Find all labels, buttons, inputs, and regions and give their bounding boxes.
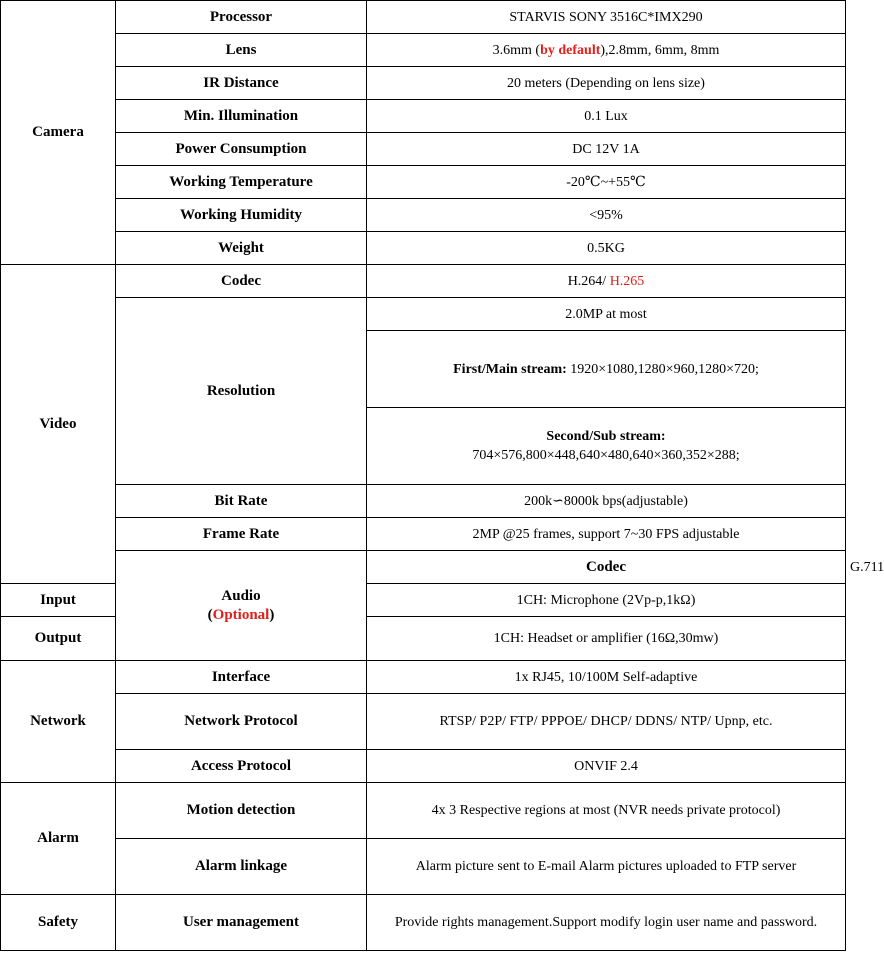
section-network: Network — [1, 661, 116, 783]
spec-row — [1, 166, 846, 199]
spec-value: 1CH: Headset or amplifier (16Ω,30mw) — [367, 617, 846, 661]
spec-value — [367, 331, 846, 408]
lens-default-highlight: by default — [540, 42, 601, 58]
optional-open-paren: ( — [207, 606, 213, 623]
spec-value: DC 12V 1A — [367, 133, 846, 166]
spec-value: STARVIS SONY 3516C*IMX290 — [367, 1, 846, 34]
spec-row — [1, 485, 846, 518]
section-safety: Safety — [1, 895, 116, 951]
spec-value — [367, 265, 846, 298]
section-alarm: Alarm — [1, 783, 116, 895]
spec-key: Output — [1, 617, 116, 661]
spec-value: 1CH: Microphone (2Vp-p,1kΩ) — [367, 584, 846, 617]
main-stream-value: 1920×1080,1280×960,1280×720; — [566, 361, 759, 377]
spec-value: Provide rights management.Support modify login user name and password. — [367, 895, 846, 951]
spec-row — [1, 694, 846, 750]
sub-stream-label: Second/Sub stream: — [546, 429, 666, 444]
spec-value: 20 meters (Depending on lens size) — [367, 67, 846, 100]
spec-row — [1, 199, 846, 232]
spec-key: Weight — [116, 232, 367, 265]
spec-key: Codec — [116, 265, 367, 298]
spec-value: 1x RJ45, 10/100M Self-adaptive — [367, 661, 846, 694]
spec-row — [1, 265, 846, 298]
spec-value — [367, 408, 846, 485]
spec-key: Processor — [116, 1, 367, 34]
lens-value-prefix: 3.6mm ( — [492, 42, 541, 58]
spec-row — [1, 895, 846, 951]
spec-value: 2MP @25 frames, support 7~30 FPS adjustable — [367, 518, 846, 551]
spec-value: 2.0MP at most — [367, 298, 846, 331]
spec-row — [1, 839, 846, 895]
optional-highlight: Optional — [212, 606, 270, 623]
spec-value: <95% — [367, 199, 846, 232]
spec-key: Min. Illumination — [116, 100, 367, 133]
spec-key: Access Protocol — [116, 750, 367, 783]
section-video: Video — [1, 265, 116, 584]
spec-value: 0.5KG — [367, 232, 846, 265]
spec-key: Lens — [116, 34, 367, 67]
spec-key: Codec — [367, 551, 846, 584]
spec-row — [1, 750, 846, 783]
spec-key: Frame Rate — [116, 518, 367, 551]
spec-row — [1, 34, 846, 67]
spec-key: Interface — [116, 661, 367, 694]
spec-row — [1, 661, 846, 694]
spec-value: 0.1 Lux — [367, 100, 846, 133]
main-stream-label: First/Main stream: — [453, 361, 567, 377]
sub-stream-value: 704×576,800×448,640×480,640×360,352×288; — [472, 448, 740, 463]
spec-row — [1, 232, 846, 265]
codec-h265-highlight: H.265 — [609, 273, 645, 289]
spec-key: Input — [1, 584, 116, 617]
spec-row — [1, 67, 846, 100]
codec-h264: H.264/ — [567, 273, 610, 289]
spec-value: Alarm picture sent to E-mail Alarm pictures uploaded to FTP server — [367, 839, 846, 895]
section-camera: Camera — [1, 1, 116, 265]
spec-row — [1, 133, 846, 166]
spec-row — [1, 100, 846, 133]
spec-key: Working Humidity — [116, 199, 367, 232]
audio-label: Audio — [221, 587, 261, 604]
spec-row: Audio (Optional) Codec G.711 — [1, 551, 846, 584]
spec-value: RTSP/ P2P/ FTP/ PPPOE/ DHCP/ DDNS/ NTP/ Upnp, etc. — [367, 694, 846, 750]
lens-value-suffix: ),2.8mm, 6mm, 8mm — [600, 42, 720, 58]
spec-row — [1, 783, 846, 839]
spec-key: Alarm linkage — [116, 839, 367, 895]
spec-key: Resolution — [116, 298, 367, 485]
spec-value: 200k∽8000k bps(adjustable) — [367, 485, 846, 518]
spec-key: Working Temperature — [116, 166, 367, 199]
optional-close-paren: ) — [269, 606, 275, 623]
spec-key: IR Distance — [116, 67, 367, 100]
spec-key: User management — [116, 895, 367, 951]
spec-value: ONVIF 2.4 — [367, 750, 846, 783]
section-audio — [116, 551, 367, 661]
spec-value: -20℃~+55℃ — [367, 166, 846, 199]
spec-key: Bit Rate — [116, 485, 367, 518]
spec-key: Network Protocol — [116, 694, 367, 750]
spec-value: 4x 3 Respective regions at most (NVR needs private protocol) — [367, 783, 846, 839]
spec-row — [1, 518, 846, 551]
spec-key: Motion detection — [116, 783, 367, 839]
spec-row — [1, 298, 846, 331]
spec-key: Power Consumption — [116, 133, 367, 166]
spec-row — [1, 1, 846, 34]
spec-value — [367, 34, 846, 67]
